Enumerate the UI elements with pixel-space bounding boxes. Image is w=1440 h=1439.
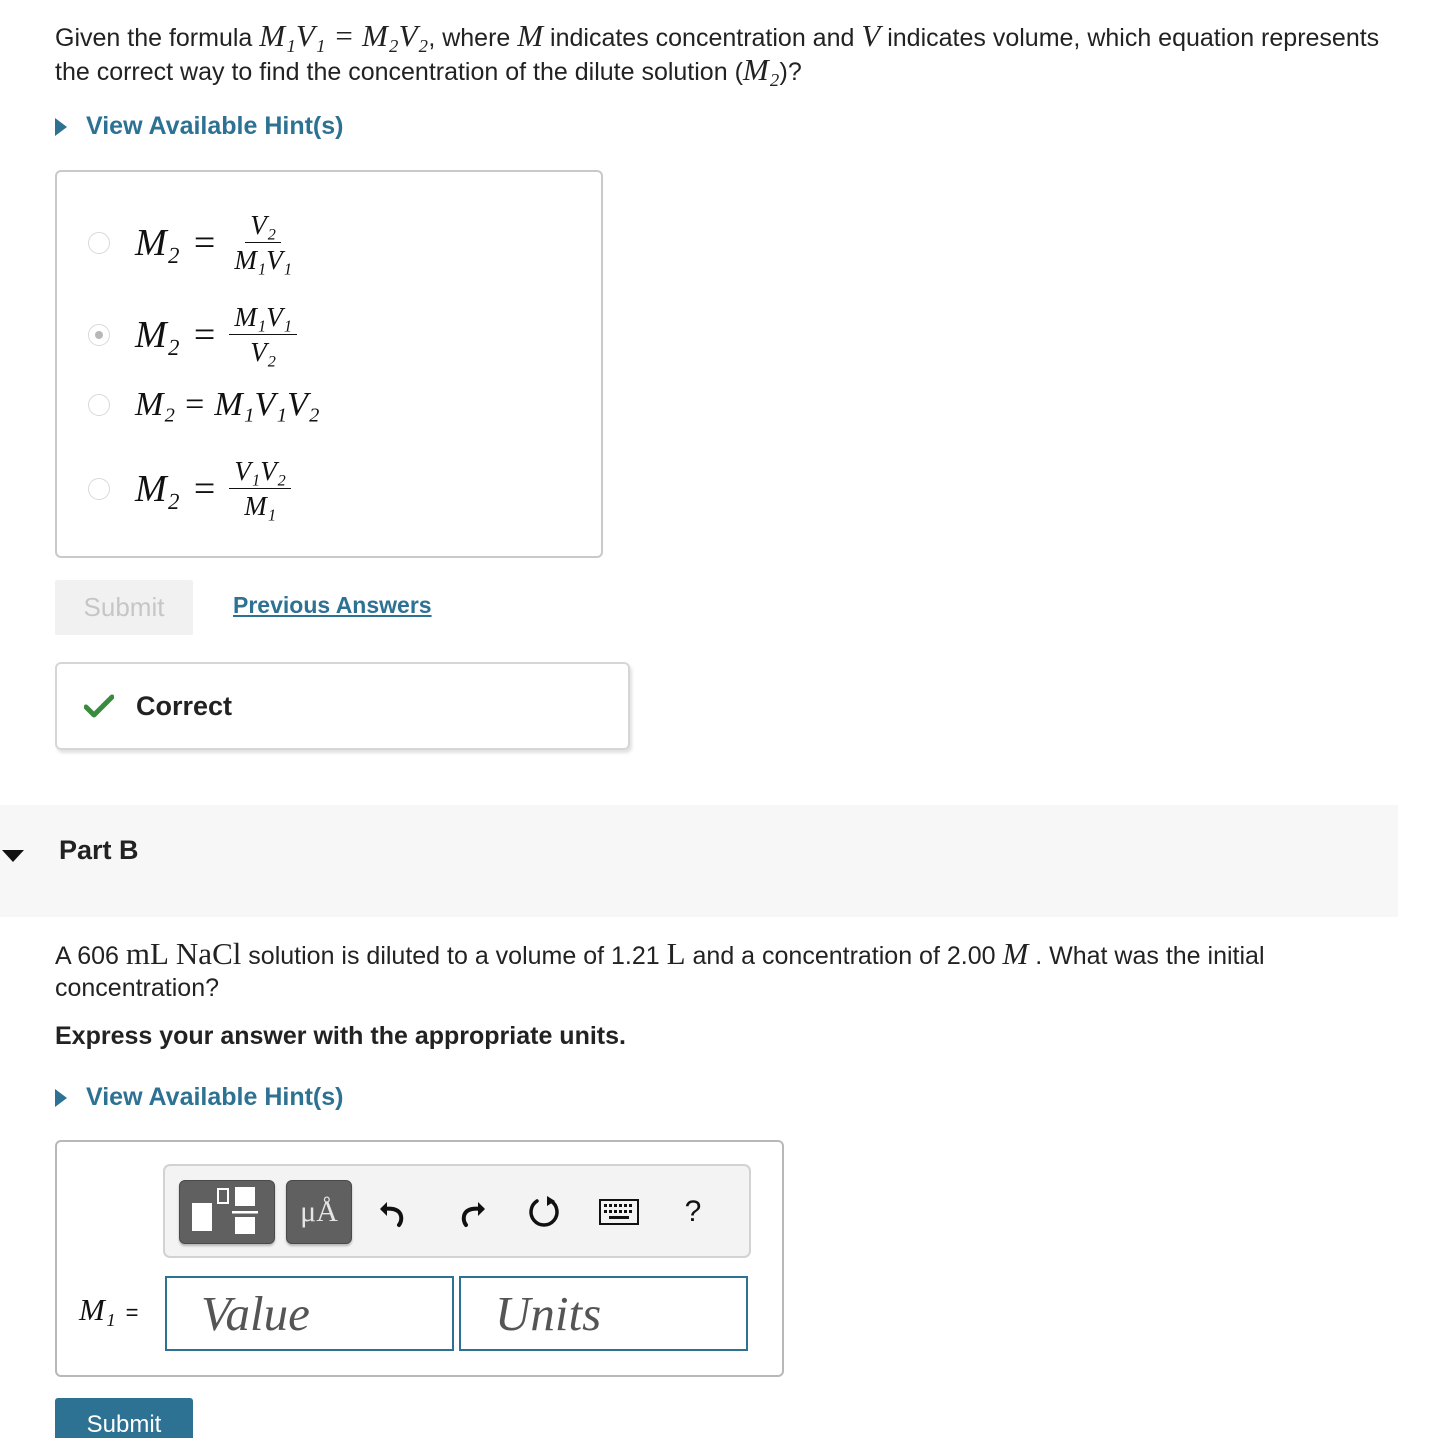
equals-sign: = xyxy=(193,313,216,356)
fraction xyxy=(229,210,297,275)
chemical-formula: NaCl xyxy=(175,936,242,971)
equals-sign: = xyxy=(193,467,216,510)
problem-text-part xyxy=(169,942,176,970)
part-b-problem xyxy=(55,938,1385,1004)
checkmark-icon xyxy=(84,694,114,718)
undo-icon[interactable] xyxy=(373,1192,413,1232)
keyboard-icon[interactable] xyxy=(598,1192,640,1232)
hint-label: View Available Hint(s) xyxy=(86,1083,344,1111)
denominator: M₁ xyxy=(244,491,277,521)
problem-text-part: and a concentration of 2.00 xyxy=(685,942,1003,970)
radio-button[interactable] xyxy=(88,232,110,254)
answer-options xyxy=(55,170,603,558)
variable-m: M xyxy=(517,18,544,53)
units-input[interactable] xyxy=(459,1276,748,1351)
answer-variable-label xyxy=(79,1292,138,1328)
math-toolbar xyxy=(163,1164,751,1258)
value-input[interactable] xyxy=(165,1276,454,1351)
view-hints-link[interactable] xyxy=(55,112,343,141)
variable-m2: M₂ xyxy=(742,52,780,87)
option-3[interactable] xyxy=(88,386,320,424)
view-hints-link-part-b[interactable] xyxy=(55,1083,343,1112)
numerator: V₁V₂ xyxy=(229,456,291,489)
fraction xyxy=(229,302,297,367)
templates-icon xyxy=(180,1181,274,1243)
unit-ml: mL xyxy=(125,936,169,971)
option-lhs: M₂ xyxy=(135,467,180,510)
radio-button[interactable] xyxy=(88,478,110,500)
feedback-box xyxy=(55,662,630,750)
part-b-title: Part B xyxy=(59,835,139,865)
variable-v: V xyxy=(861,18,881,53)
question-text-part: , where xyxy=(428,24,518,52)
radio-button[interactable] xyxy=(88,394,110,416)
equals-sign: = xyxy=(193,221,216,264)
question-text-part: )? xyxy=(779,58,802,86)
submit-button[interactable]: Submit xyxy=(55,1398,193,1438)
templates-button[interactable] xyxy=(179,1180,275,1244)
expand-triangle-icon xyxy=(55,118,67,136)
radio-button-selected[interactable] xyxy=(88,324,110,346)
option-lhs: M₂ xyxy=(135,386,176,423)
answer-instruction: Express your answer with the appropriate units. xyxy=(55,1022,626,1050)
denominator: M₁V₁ xyxy=(234,245,293,275)
help-button[interactable]: ? xyxy=(684,1195,702,1228)
problem-text-part: A 606 xyxy=(55,942,126,970)
radio-dot xyxy=(95,331,103,339)
equals-sign: = xyxy=(125,1300,139,1325)
previous-answers-link[interactable]: Previous Answers xyxy=(233,592,432,618)
reset-icon[interactable] xyxy=(525,1192,565,1232)
option-lhs: M₂ xyxy=(135,313,180,356)
expand-triangle-icon xyxy=(55,1089,67,1107)
hint-label: View Available Hint(s) xyxy=(86,112,344,140)
feedback-label: Correct xyxy=(136,690,233,721)
option-4[interactable] xyxy=(88,456,291,521)
numerator: M₁V₁ xyxy=(229,302,297,335)
units-button[interactable]: μÅ xyxy=(286,1180,352,1244)
answer-variable: M₁ xyxy=(79,1292,116,1327)
denominator: V₂ xyxy=(250,337,277,367)
part-b-header[interactable] xyxy=(0,805,1398,917)
option-2[interactable] xyxy=(88,302,297,367)
equals-sign: = xyxy=(185,386,205,423)
numerator: V₂ xyxy=(245,210,281,243)
question-text xyxy=(55,20,1385,88)
problem-text-part: . What was the initial concentration? xyxy=(55,942,1265,1002)
unit-l: L xyxy=(666,936,686,971)
collapse-caret-icon[interactable] xyxy=(2,850,24,862)
answer-entry-box xyxy=(55,1140,784,1377)
option-lhs: M₂ xyxy=(135,221,180,264)
question-text-part: Given the formula xyxy=(55,24,260,52)
question-text-part: indicates volume, which equation represents the correct way to find the concentration of the dilute solution ( xyxy=(55,24,1380,86)
dilution-formula: M₁V₁ = M₂V₂ xyxy=(259,18,429,53)
option-rhs: M₁V₁V₂ xyxy=(214,386,320,423)
unit-m: M xyxy=(1002,936,1029,971)
option-1[interactable] xyxy=(88,210,297,275)
submit-button-disabled[interactable]: Submit xyxy=(55,580,193,635)
fraction xyxy=(229,456,291,521)
question-text-part: indicates concentration and xyxy=(543,24,862,52)
redo-icon[interactable] xyxy=(452,1192,492,1232)
problem-text-part: solution is diluted to a volume of 1.21 xyxy=(241,942,667,970)
